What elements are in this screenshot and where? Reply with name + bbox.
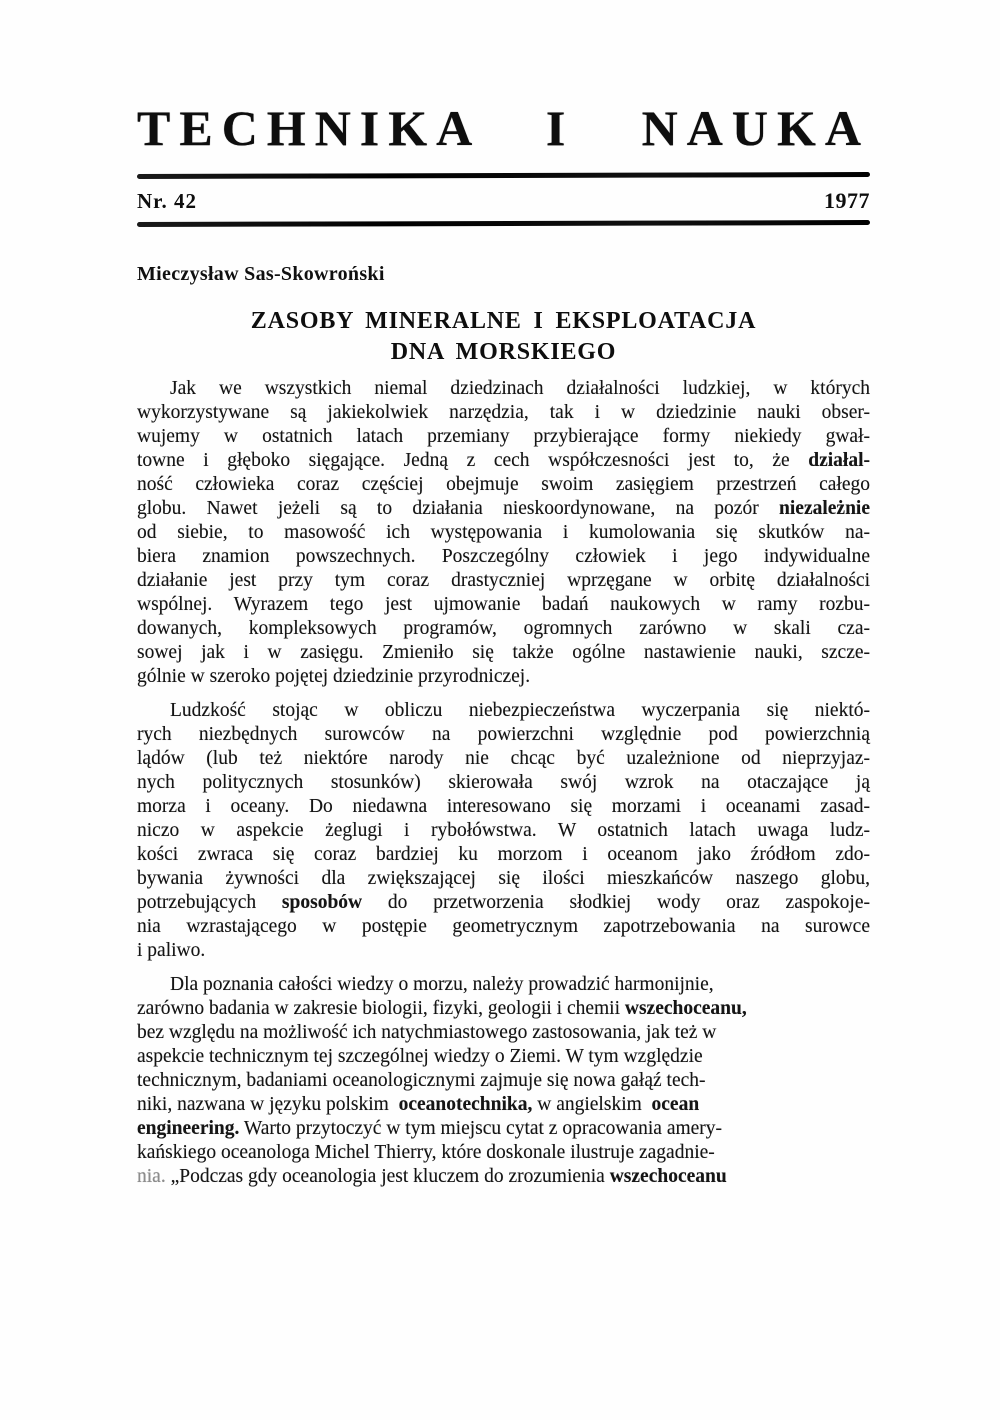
- text-line: sowej jak i w zasięgu. Zmieniło się także ogólne nastawienie nauki, szcze-: [137, 642, 870, 663]
- text-line: nia. „Podczas gdy oceanologia jest kluczem do zrozumienia wszechoceanu: [137, 1166, 727, 1187]
- text-line: bywania żywności dla zwiększającej się ilości mieszkańców naszego globu,: [137, 868, 870, 889]
- text-line: niki, nazwana w języku polskim oceanotechnika, w angielskim ocean: [137, 1094, 700, 1115]
- bold-text: niezależnie: [779, 498, 870, 519]
- text-line: towne i głęboko sięgające. Jedną z cech współczesności jest to, że działal-: [137, 450, 870, 471]
- text-line: rych niezbędnych surowców na powierzchni względnie pod powierzchnią: [137, 724, 870, 745]
- masthead: [137, 0, 870, 226]
- bold-text: wszechoceanu,: [624, 998, 747, 1019]
- page-content: [137, 0, 870, 1199]
- paragraph: [137, 699, 870, 963]
- text-line: wspólnej. Wyrazem tego jest ujmowanie badań naukowych w ramy rozbu-: [137, 594, 870, 615]
- bold-text: działal-: [808, 450, 870, 471]
- text-line: technicznym, badaniami oceanologicznymi zajmuje się nowa gałąź tech-: [137, 1070, 706, 1091]
- article-title-line1: ZASOBY MINERALNE I EKSPLOATACJA: [250, 308, 757, 334]
- text-line: wykorzystywane są jakiekolwiek narzędzia, tak i w dziedzinie nauki obser-: [137, 402, 870, 423]
- text-line: biera znamion powszechnych. Poszczególny człowiek i jego indywidualne: [137, 546, 870, 567]
- bold-text: engineering.: [137, 1118, 240, 1139]
- text-line: Ludzkość stojąc w obliczu niebezpieczeństwa wyczerpania się niektó-: [170, 700, 870, 721]
- text-line: potrzebujących sposobów do przetworzenia słodkiej wody oraz zaspokoje-: [137, 892, 871, 913]
- journal-title: TECHNIKA I NAUKA: [137, 100, 870, 156]
- issue-row: [137, 188, 870, 214]
- bold-text: wszechoceanu: [609, 1166, 727, 1187]
- text-line: dowanych, kompleksowych programów, ogromnych zarówno w skali cza-: [137, 618, 870, 639]
- text-line: ność człowieka coraz częściej obejmuje swoim zasięgiem przestrzeń całego: [137, 474, 870, 495]
- text-line: Jak we wszystkich niemal dziedzinach działalności ludzkiej, w których: [170, 378, 870, 399]
- text-line: niczo w aspekcie żeglugi i rybołówstwa. W ostatnich latach uwaga ludz-: [137, 820, 870, 841]
- text-line: od siebie, to masowość ich występowania i kumolowania się skutków na-: [137, 522, 870, 543]
- text-line: gólnie w szeroko pojętej dziedzinie przyrodniczej.: [137, 666, 531, 687]
- text-line: wujemy w ostatnich latach przemiany przybierające formy niekiedy gwał-: [137, 426, 870, 447]
- text-line: engineering. Warto przytoczyć w tym miejscu cytat z opracowania amery-: [137, 1118, 723, 1139]
- text-line: aspekcie technicznym tej szczególnej wiedzy o Ziemi. W tym względzie: [137, 1046, 703, 1067]
- bold-text: ocean: [651, 1094, 700, 1115]
- text-line: działanie jest przy tym coraz drastyczniej wprzęgane w orbitę działalności: [137, 570, 870, 591]
- issue-number: Nr. 42: [137, 189, 198, 213]
- text-line: globu. Nawet jeżeli są to działania nieskoordynowane, na pozór niezależnie: [137, 498, 870, 519]
- text-line: i paliwo.: [137, 940, 206, 961]
- text-line: bez względu na możliwość ich natychmiastowego zastosowania, jak też w: [137, 1022, 717, 1043]
- text-line: lądów (lub też niektóre narody nie chcąc być uzależnione od nieprzyjaz-: [137, 748, 870, 769]
- article-title: [137, 306, 870, 368]
- text-line: Dla poznania całości wiedzy o morzu, należy prowadzić harmonijnie,: [170, 974, 714, 995]
- paragraph: [137, 377, 870, 689]
- article-body: [137, 377, 870, 1189]
- text-line: zarówno badania w zakresie biologii, fizyki, geologii i chemii wszechoceanu,: [137, 998, 747, 1019]
- author-name: Mieczysław Sas-Skowroński: [137, 263, 385, 285]
- bold-text: sposobów: [281, 892, 363, 913]
- text-line: kańskiego oceanologa Michel Thierry, które doskonale ilustruje zagadnie-: [137, 1142, 715, 1163]
- faded-text: nia.: [137, 1166, 166, 1187]
- article-title-line2: DNA MORSKIEGO: [390, 339, 617, 365]
- bold-text: oceanotechnika,: [398, 1094, 533, 1115]
- text-line: kości zwraca się coraz bardziej ku morzom i oceanom jako źródłom zdo-: [137, 844, 870, 865]
- issue-year: 1977: [824, 188, 870, 213]
- text-line: nia wzrastającego w postępie geometrycznym zapotrzebowania na surowce: [137, 916, 870, 937]
- text-line: morza i oceany. Do niedawna interesowano się morzami i oceanami zasad-: [137, 796, 870, 817]
- masthead-divider-bottom: [137, 220, 870, 227]
- masthead-divider-top: [137, 172, 870, 179]
- text-line: nych politycznych stosunków) skierowała swój wzrok na otaczające ją: [137, 772, 870, 793]
- paragraph: [137, 973, 870, 1189]
